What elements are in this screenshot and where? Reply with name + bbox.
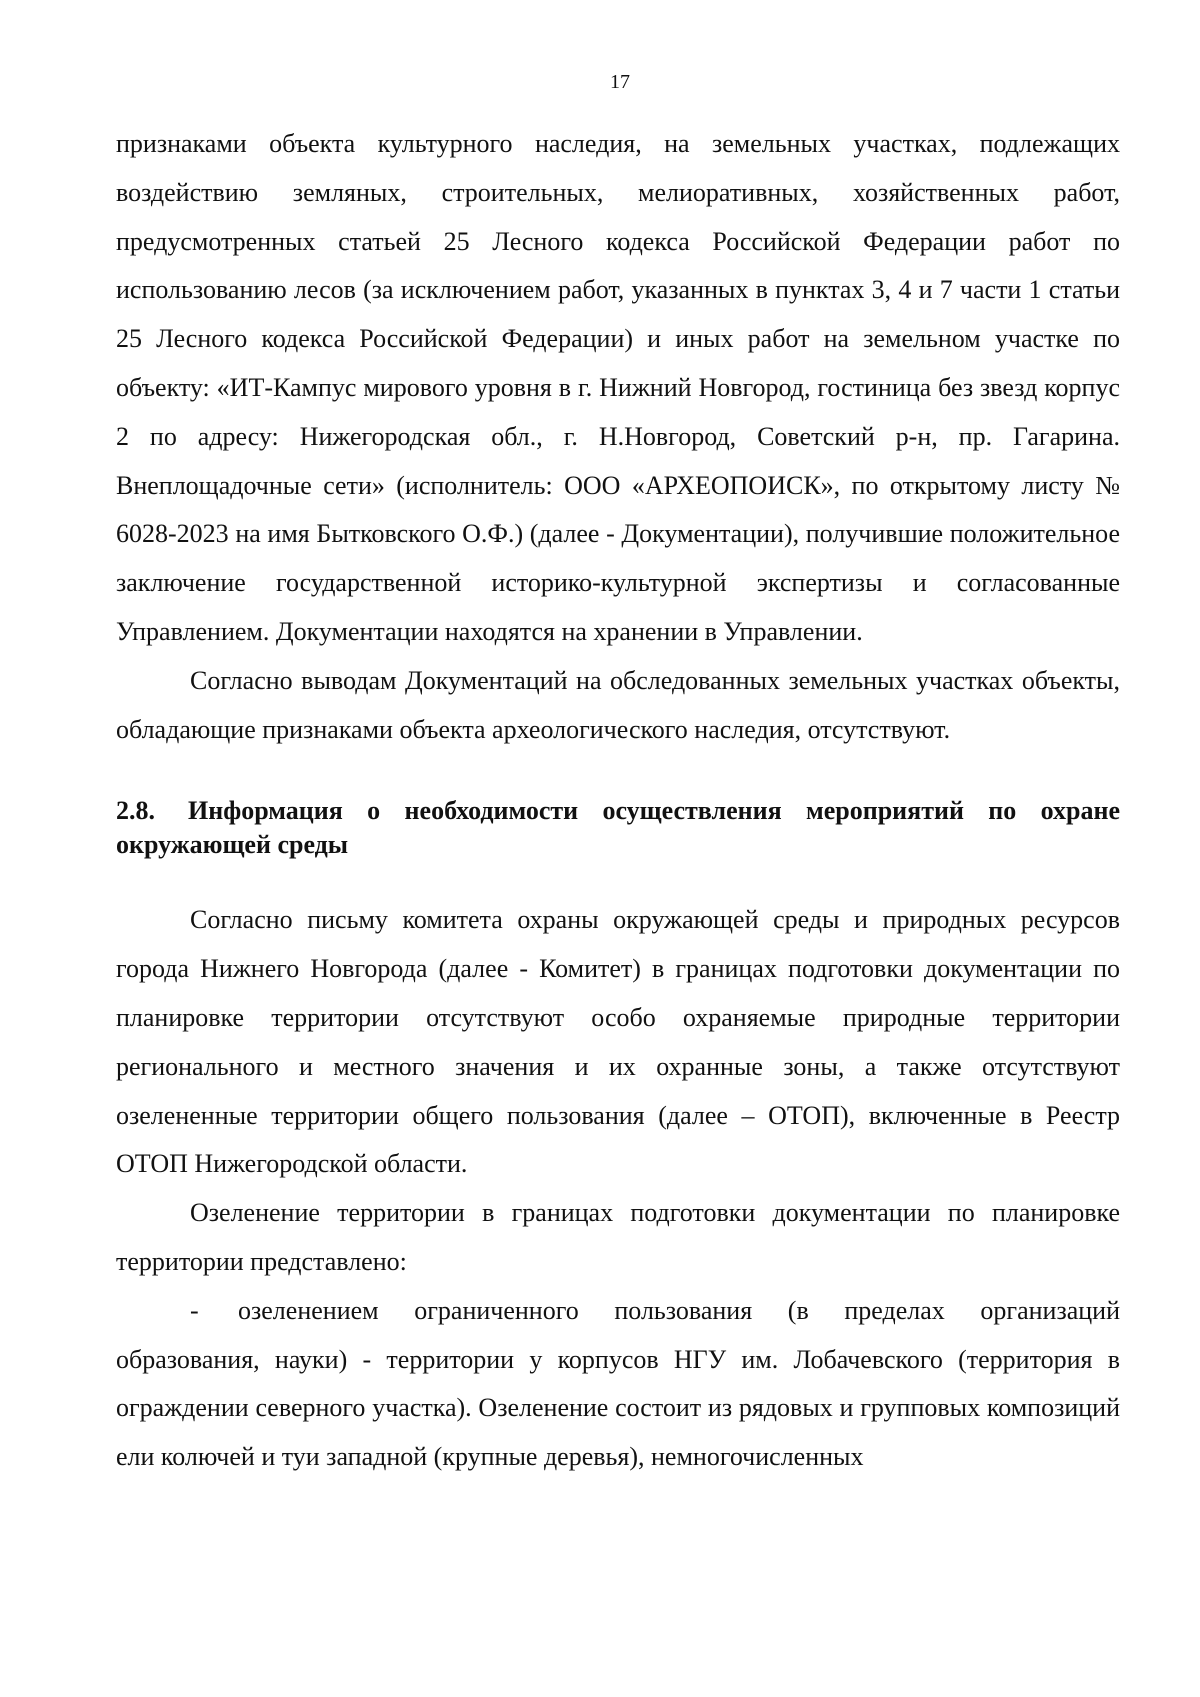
section-heading (116, 794, 1120, 862)
paragraph-committee-letter: Согласно письму комитета охраны окружающей среды и природных ресурсов города Нижнего Новгорода (далее - Комитет) в границах подготовки документации по планировке территории отсутствуют особо охраняемые природные территории регионального и местного значения и их охранные зоны, а также отсутствуют озелененные территории общего пользования (далее – ОТОП), включенные в Реестр ОТОП Нижегородской области. (116, 905, 1120, 1179)
page-number: 17 (610, 71, 630, 93)
paragraph-conclusion: Согласно выводам Документаций на обследованных земельных участках объекты, обладающие признаками объекта археологического наследия, отсутствуют. (116, 665, 1120, 744)
section-number: 2.8. (116, 796, 155, 826)
list-item (116, 1287, 1120, 1482)
paragraph-continuation: признаками объекта культурного наследия, на земельных участках, подлежащих воздействию земляных, строительных, мелиоративных, хозяйственных работ, предусмотренных статьей 25 Лесного кодекса Российской Федерации работ по использованию лесов (за исключением работ, указанных в пунктах 3, 4 и 7 части 1 статьи 25 Лесного кодекса Российской Федерации) и иных работ на земельном участке по объекту: «ИТ-Кампус мирового уровня в г. Нижний Новгород, гостиница без звезд корпус 2 по адресу: Нижегородская обл., г. Н.Новгород, Советский р-н, пр. Гагарина. Внеплощадочные сети» (исполнитель: ООО «АРХЕОПОИСК», по открытому листу № 6028-2023 на имя Бытковского О.Ф.) (далее - Документации), получившие положительное заключение государственной историко-культурной экспертизы и согласованные Управлением. Документации находятся на хранении в Управлении. (116, 129, 1120, 646)
section-title: Информация о необходимости осуществления мероприятий по охране окружающей среды (116, 796, 1120, 860)
document-body (116, 120, 1120, 1482)
paragraph-greening-intro: Озеленение территории в границах подготовки документации по планировке территории представлено: (116, 1198, 1120, 1276)
list-item-text: озеленением ограниченного пользования (в пределах организаций образования, науки) - территории у корпусов НГУ им. Лобачевского (территория в ограждении северного участка). Озеленение состоит из рядовых и групповых композиций ели колючей и туи западной (крупные деревья), немногочисленных (116, 1295, 1120, 1472)
list-marker: - (190, 1295, 199, 1325)
